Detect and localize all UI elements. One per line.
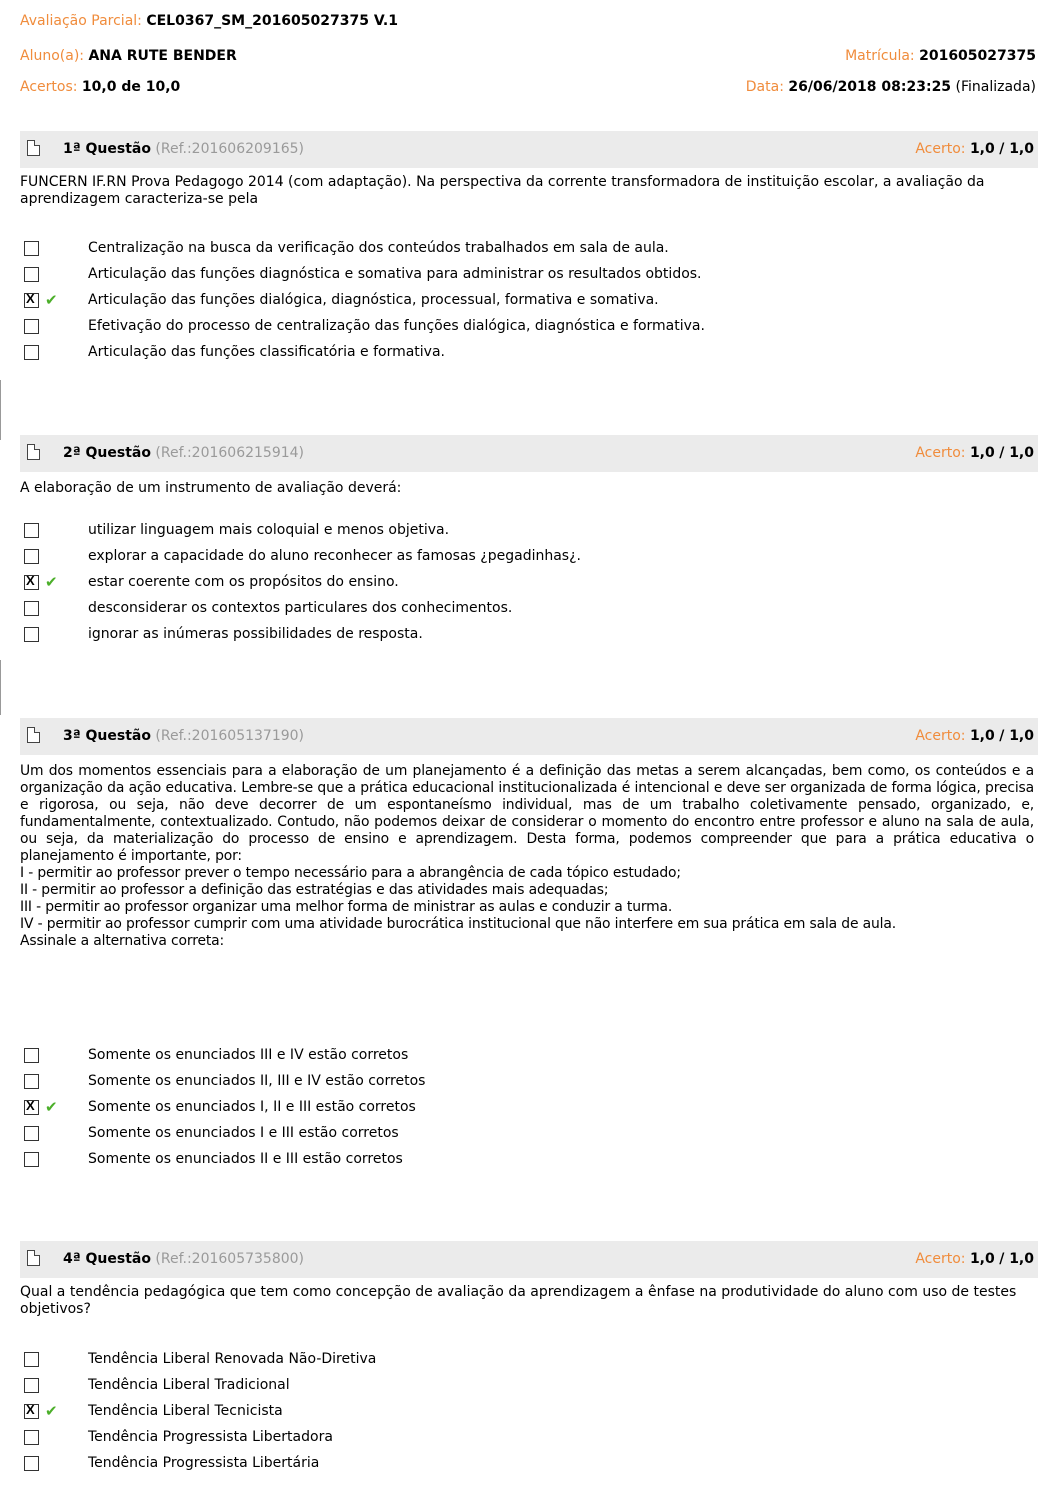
question-3-options xyxy=(20,1046,1034,1176)
question-number: 4ª Questão xyxy=(63,1251,151,1267)
question-2-stem: A elaboração de um instrumento de avaliação deverá: xyxy=(20,480,402,496)
score-total: / 1,0 xyxy=(999,728,1034,744)
question-1-header xyxy=(20,131,1038,168)
score-value: 1,0 xyxy=(969,445,995,461)
acertos-label: Acertos: xyxy=(20,79,78,95)
answer-option-text: Efetivação do processo de centralização das funções dialógica, diagnóstica e formativa. xyxy=(88,318,705,334)
document-icon xyxy=(27,444,40,460)
score-label: Acerto: xyxy=(915,1251,966,1267)
answer-option[interactable] xyxy=(20,1150,1034,1176)
question-4-stem: Qual a tendência pedagógica que tem como concepção de avaliação da aprendizagem a ênfase na produtividade do aluno com uso de testes objetivos? xyxy=(20,1284,1017,1317)
checkbox[interactable] xyxy=(24,1074,39,1089)
answer-option[interactable] xyxy=(20,521,1034,547)
answer-option-text: Somente os enunciados I, II e III estão corretos xyxy=(88,1099,416,1115)
answer-option-text: Articulação das funções classificatória e formativa. xyxy=(88,344,445,360)
answer-option[interactable] xyxy=(20,1376,1034,1402)
answer-option[interactable] xyxy=(20,625,1034,651)
left-border xyxy=(0,660,1,715)
checkbox[interactable] xyxy=(24,319,39,334)
question-score xyxy=(915,728,1034,744)
answer-option-text: Articulação das funções diagnóstica e somativa para administrar os resultados obtidos. xyxy=(88,266,702,282)
answer-option-text: explorar a capacidade do aluno reconhecer as famosas ¿pegadinhas¿. xyxy=(88,548,581,564)
question-4-header xyxy=(20,1241,1038,1278)
answer-option[interactable] xyxy=(20,317,1034,343)
checkbox[interactable] xyxy=(24,241,39,256)
data-status: (Finalizada) xyxy=(955,79,1036,95)
question-ref: (Ref.:201606209165) xyxy=(155,141,305,157)
correct-check-icon: ✔ xyxy=(45,573,58,591)
answer-option-text: Centralização na busca da verificação dos conteúdos trabalhados em sala de aula. xyxy=(88,240,669,256)
checkbox[interactable] xyxy=(24,1152,39,1167)
stem-item: III - permitir ao professor organizar uma melhor forma de ministrar as aulas e conduzir a turma. xyxy=(20,899,673,915)
question-4-options xyxy=(20,1350,1034,1480)
answer-option-text: Articulação das funções dialógica, diagnóstica, processual, formativa e somativa. xyxy=(88,292,659,308)
answer-option[interactable] xyxy=(20,291,1034,317)
answer-option-text: estar coerente com os propósitos do ensino. xyxy=(88,574,399,590)
question-ref: (Ref.:201605137190) xyxy=(155,728,305,744)
score-value: 1,0 xyxy=(969,728,995,744)
answer-option[interactable] xyxy=(20,1454,1034,1480)
data-label: Data: xyxy=(745,79,784,95)
answer-option[interactable] xyxy=(20,1124,1034,1150)
answer-option-text: Tendência Liberal Tecnicista xyxy=(88,1403,283,1419)
question-number: 1ª Questão xyxy=(63,141,151,157)
checkbox[interactable] xyxy=(24,1378,39,1393)
data-line xyxy=(746,79,1036,95)
question-2-header xyxy=(20,435,1038,472)
question-score xyxy=(915,445,1034,461)
score-total: / 1,0 xyxy=(999,141,1034,157)
checkbox[interactable] xyxy=(24,601,39,616)
checkbox[interactable] xyxy=(24,575,39,590)
answer-option-text: Somente os enunciados I e III estão corretos xyxy=(88,1125,399,1141)
stem-closing: Assinale a alternativa correta: xyxy=(20,933,225,949)
answer-option[interactable] xyxy=(20,239,1034,265)
question-score xyxy=(915,1251,1034,1267)
answer-option[interactable] xyxy=(20,573,1034,599)
score-label: Acerto: xyxy=(915,141,966,157)
checkbox[interactable] xyxy=(24,1126,39,1141)
score-label: Acerto: xyxy=(915,728,966,744)
score-value: 1,0 xyxy=(969,1251,995,1267)
checkbox[interactable] xyxy=(24,293,39,308)
document-icon xyxy=(27,1250,40,1266)
answer-option[interactable] xyxy=(20,1098,1034,1124)
checkbox[interactable] xyxy=(24,1100,39,1115)
answer-option[interactable] xyxy=(20,547,1034,573)
checkbox[interactable] xyxy=(24,267,39,282)
data-value: 26/06/2018 08:23:25 xyxy=(788,79,952,95)
correct-check-icon: ✔ xyxy=(45,291,58,309)
document-icon xyxy=(27,140,40,156)
correct-check-icon: ✔ xyxy=(45,1098,58,1116)
checkbox[interactable] xyxy=(24,1404,39,1419)
question-1-options xyxy=(20,239,1034,369)
stem-item: II - permitir ao professor a definição das estratégias e das atividades mais adequadas; xyxy=(20,882,609,898)
question-score xyxy=(915,141,1034,157)
avaliacao-value: CEL0367_SM_201605027375 V.1 xyxy=(146,13,398,29)
matricula-value: 201605027375 xyxy=(919,48,1036,64)
question-ref: (Ref.:201606215914) xyxy=(155,445,305,461)
avaliacao-line xyxy=(20,13,398,29)
checkbox[interactable] xyxy=(24,627,39,642)
answer-option-text: Tendência Liberal Renovada Não-Diretiva xyxy=(88,1351,377,1367)
checkbox[interactable] xyxy=(24,523,39,538)
aluno-label: Aluno(a): xyxy=(20,48,84,64)
question-4-title xyxy=(63,1251,304,1267)
answer-option[interactable] xyxy=(20,1428,1034,1454)
answer-option[interactable] xyxy=(20,1402,1034,1428)
question-ref: (Ref.:201605735800) xyxy=(155,1251,305,1267)
answer-option-text: Somente os enunciados II e III estão corretos xyxy=(88,1151,403,1167)
checkbox[interactable] xyxy=(24,1456,39,1471)
question-2-options xyxy=(20,521,1034,651)
answer-option[interactable] xyxy=(20,343,1034,369)
answer-option[interactable] xyxy=(20,1072,1034,1098)
aluno-line xyxy=(20,48,237,64)
checkbox[interactable] xyxy=(24,1352,39,1367)
answer-option-text: Tendência Progressista Libertadora xyxy=(88,1429,333,1445)
score-value: 1,0 xyxy=(969,141,995,157)
question-1-title xyxy=(63,141,304,157)
aluno-value: ANA RUTE BENDER xyxy=(88,48,237,64)
answer-option[interactable] xyxy=(20,1350,1034,1376)
question-1-stem: FUNCERN IF.RN Prova Pedagogo 2014 (com adaptação). Na perspectiva da corrente transformadora de instituição escolar, a avaliação da aprendizagem caracteriza-se pela xyxy=(20,174,985,207)
answer-option[interactable] xyxy=(20,599,1034,625)
answer-option-text: utilizar linguagem mais coloquial e menos objetiva. xyxy=(88,522,450,538)
question-2-title xyxy=(63,445,304,461)
answer-option-text: Somente os enunciados III e IV estão corretos xyxy=(88,1047,409,1063)
checkbox[interactable] xyxy=(24,345,39,360)
score-label: Acerto: xyxy=(915,445,966,461)
checkbox[interactable] xyxy=(24,549,39,564)
question-3-stem xyxy=(20,763,1034,950)
question-3-header xyxy=(20,718,1038,755)
score-total: / 1,0 xyxy=(999,445,1034,461)
answer-option[interactable] xyxy=(20,265,1034,291)
answer-option-text: Tendência Liberal Tradicional xyxy=(88,1377,290,1393)
stem-paragraph: Um dos momentos essenciais para a elaboração de um planejamento é a definição das metas a serem alcançadas, bem como, os conteúdos e a organização da ação educativa. Lembre-se que a prática educacional institucionalizada é intencional e deve ser organizada de forma lógica, precisa e rigorosa, ou seja, não deve decorrer de um espontaneísmo individual, mas de um trabalho coletivamente pensado, organizado, e, fundamentalmente, contextualizado. Contudo, não podemos deixar de considerar o momento do encontro entre professor e aluno na sala de aula, ou seja, da materialização do processo de ensino e aprendizagem. Desta forma, podemos compreender que para a prática educativa o planejamento é importante, por: xyxy=(20,763,1034,864)
left-border xyxy=(0,380,1,440)
answer-option[interactable] xyxy=(20,1046,1034,1072)
matricula-label: Matrícula: xyxy=(845,48,915,64)
answer-option-text: ignorar as inúmeras possibilidades de resposta. xyxy=(88,626,423,642)
avaliacao-label: Avaliação Parcial: xyxy=(20,13,142,29)
acertos-value: 10,0 de 10,0 xyxy=(81,79,181,95)
question-3-title xyxy=(63,728,304,744)
question-number: 2ª Questão xyxy=(63,445,151,461)
document-icon xyxy=(27,727,40,743)
answer-option-text: Tendência Progressista Libertária xyxy=(88,1455,320,1471)
checkbox[interactable] xyxy=(24,1430,39,1445)
answer-option-text: Somente os enunciados II, III e IV estão corretos xyxy=(88,1073,426,1089)
stem-item: I - permitir ao professor prever o tempo necessário para a abrangência de cada tópico estudado; xyxy=(20,865,681,881)
correct-check-icon: ✔ xyxy=(45,1402,58,1420)
stem-item: IV - permitir ao professor cumprir com uma atividade burocrática institucional que não interfere em sua prática em sala de aula. xyxy=(20,916,896,932)
matricula-line xyxy=(845,48,1036,64)
acertos-line xyxy=(20,79,180,95)
score-total: / 1,0 xyxy=(999,1251,1034,1267)
answer-option-text: desconsiderar os contextos particulares dos conhecimentos. xyxy=(88,600,513,616)
question-number: 3ª Questão xyxy=(63,728,151,744)
checkbox[interactable] xyxy=(24,1048,39,1063)
